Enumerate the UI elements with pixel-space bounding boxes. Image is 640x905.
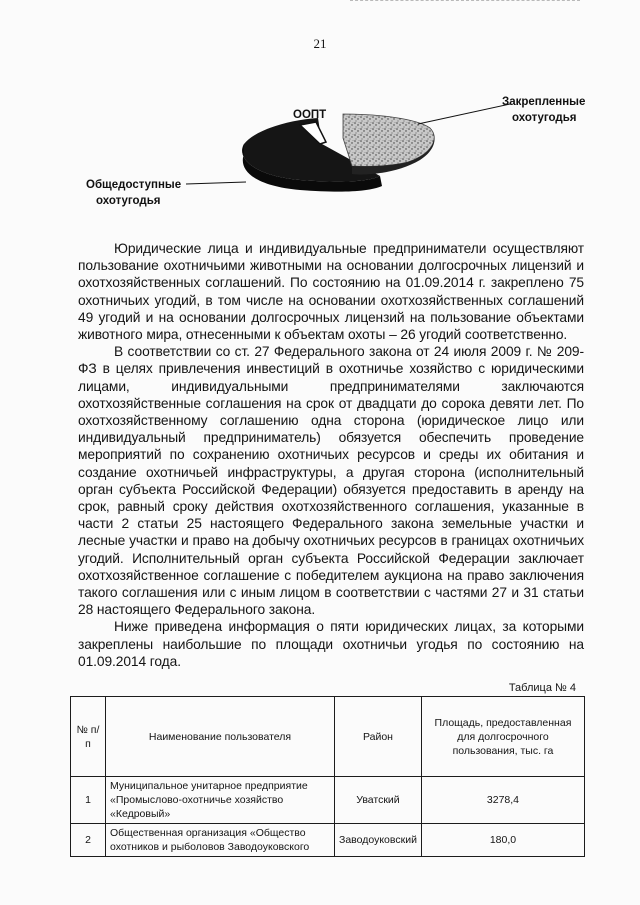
header-district: Район (335, 697, 422, 777)
header-num: № п/п (71, 697, 106, 777)
paragraph-2: В соответствии со ст. 27 Федерального закона от 24 июля 2009 г. № 209-ФЗ в целях привлечения инвестиций в охотничье хозяйство с юридическими лицами, индивидуальными предпринимателями заключаются охотхозяйственные соглашения на срок от двадцати до сорока девяти лет. По охотхозяйственному соглашению одна сторона (юридическое лицо или индивидуальный предприниматель) обязуется обеспечить проведение мероприятий по сохранению охотничьих ресурсов и среды их обитания и создание охотничьей инфраструктуры, а другая сторона (исполнительный орган субъекта Российской Федерации) обязуется предоставить в аренду на срок, равный сроку действия охотхозяйственного соглашения, указанные в части 2 статьи 25 настоящего Федерального закона земельные участки и лесные участки и право на добычу охотничьих ресурсов в границах охотничьих угодий. Исполнительный орган субъекта Российской Федерации заключает охотхозяйственное соглашение с победителем аукциона на право заключения такого соглашения или с иным лицом в соответствии с частями 27 и 31 статьи 28 настоящего Федерального закона. (78, 344, 584, 618)
table-header-row (71, 697, 585, 777)
leader-line-assigned (418, 104, 510, 124)
row-name: Общественная организация «Общество охотников и рыболовов Заводоуковского (106, 824, 335, 857)
label-oopt: ООПТ (293, 109, 327, 121)
table-row (71, 824, 585, 857)
label-public-line2: охотугодья (96, 195, 161, 207)
leader-line-public (186, 182, 246, 184)
land-users-table (70, 696, 585, 857)
label-public-line1: Общедоступные (86, 179, 182, 191)
page-number: 21 (313, 36, 327, 51)
label-assigned-line2: охотугодья (512, 112, 577, 124)
row-num: 1 (71, 777, 106, 824)
body-text (78, 240, 584, 670)
paragraph-3: Ниже приведена информация о пяти юридических лицах, за которыми закреплены наибольшие по площади охотничьи угодья по состоянию на 01.09.2014 года. (78, 619, 584, 669)
label-assigned-line1: Закрепленные (502, 96, 586, 108)
page-top-border (350, 0, 580, 3)
land-use-pie-chart (0, 80, 640, 230)
row-name: Муниципальное унитарное предприятие «Промыслово-охотничье хозяйство «Кедровый» (106, 777, 335, 824)
paragraph-1: Юридические лица и индивидуальные предприниматели осуществляют пользование охотничьими животными на основании долгосрочных лицензий и охотхозяйственных соглашений. По состоянию на 01.09.2014 г. закреплено 75 охотничьих угодий, в том числе на основании охотхозяйственных соглашений 49 угодий и на основании долгосрочных лицензий на пользование объектами животного мира, отнесенными к объектам охоты – 26 угодий соответственно. (78, 241, 584, 343)
header-area: Площадь, предоставленная для долгосрочного пользования, тыс. га (421, 697, 584, 777)
row-district: Заводоуковский (335, 824, 422, 857)
row-num: 2 (71, 824, 106, 857)
table-caption: Таблица № 4 (508, 682, 576, 694)
row-district: Уватский (335, 777, 422, 824)
header-name: Наименование пользователя (106, 697, 335, 777)
row-area: 180,0 (421, 824, 584, 857)
row-area: 3278,4 (421, 777, 584, 824)
table-row (71, 777, 585, 824)
